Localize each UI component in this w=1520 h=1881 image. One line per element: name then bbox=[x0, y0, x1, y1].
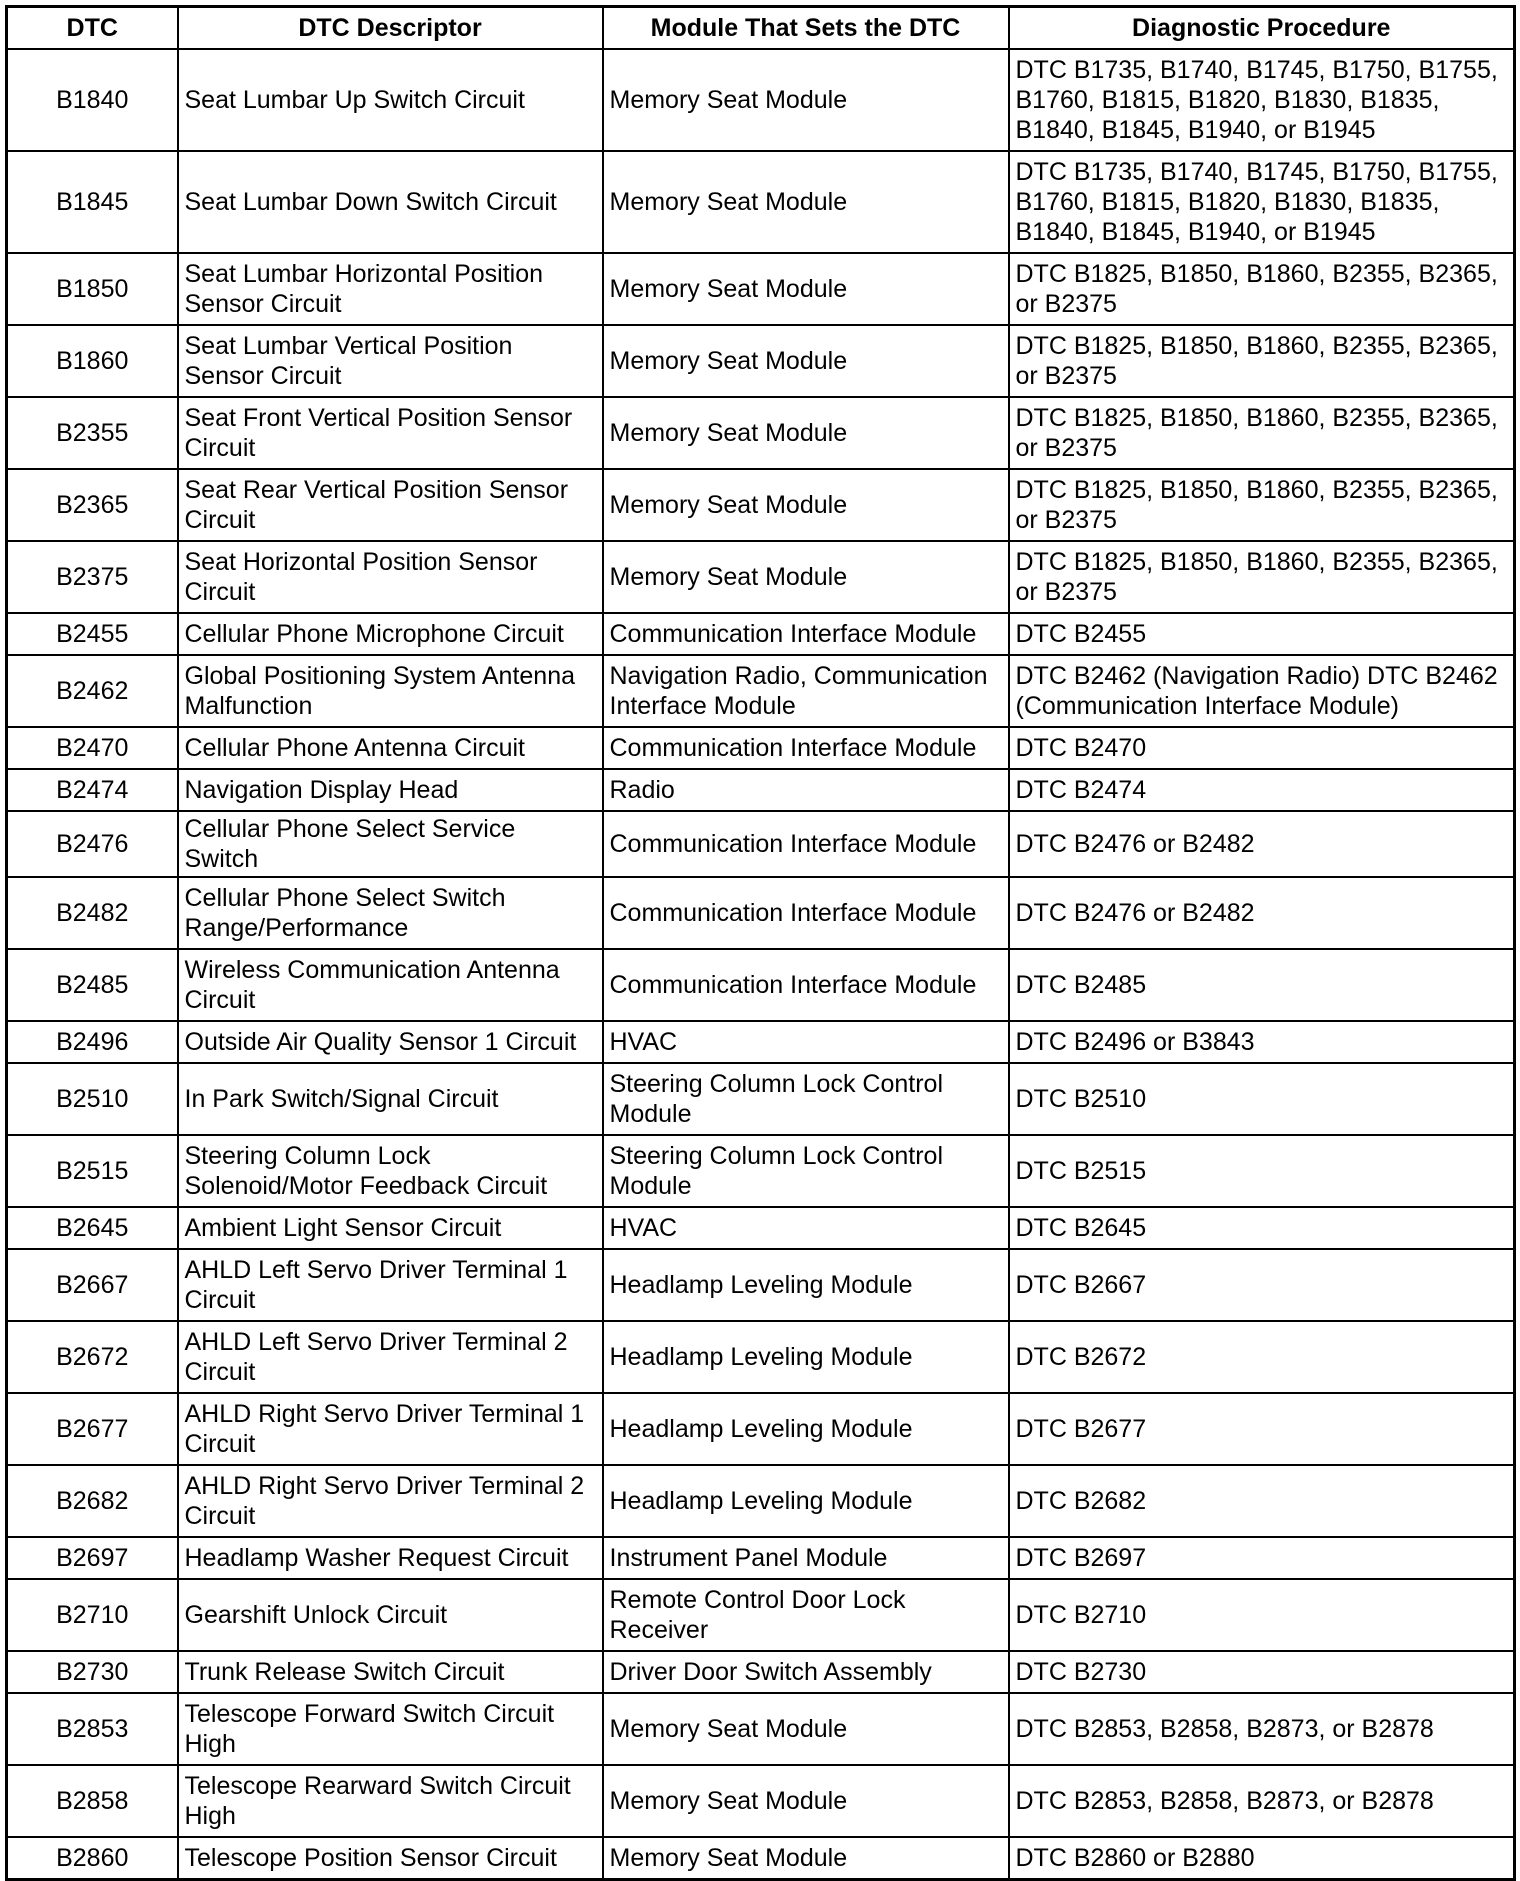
procedure-cell: DTC B2710 bbox=[1009, 1579, 1515, 1651]
descriptor-cell: Seat Front Vertical Position Sensor Circuit bbox=[178, 397, 603, 469]
module-cell: Memory Seat Module bbox=[603, 49, 1009, 151]
procedure-cell: DTC B2496 or B3843 bbox=[1009, 1021, 1515, 1063]
dtc-cell: B2365 bbox=[7, 469, 178, 541]
table-row bbox=[7, 1537, 1515, 1579]
module-cell: Memory Seat Module bbox=[603, 151, 1009, 253]
descriptor-cell: Seat Rear Vertical Position Sensor Circuit bbox=[178, 469, 603, 541]
table-row bbox=[7, 541, 1515, 613]
dtc-cell: B2682 bbox=[7, 1465, 178, 1537]
table-row bbox=[7, 253, 1515, 325]
procedure-cell: DTC B2462 (Navigation Radio) DTC B2462 (Communication Interface Module) bbox=[1009, 655, 1515, 727]
procedure-cell: DTC B2455 bbox=[1009, 613, 1515, 655]
dtc-cell: B2710 bbox=[7, 1579, 178, 1651]
procedure-cell: DTC B2853, B2858, B2873, or B2878 bbox=[1009, 1765, 1515, 1837]
table-row bbox=[7, 877, 1515, 949]
module-cell: Communication Interface Module bbox=[603, 877, 1009, 949]
procedure-cell: DTC B2645 bbox=[1009, 1207, 1515, 1249]
descriptor-cell: Seat Lumbar Down Switch Circuit bbox=[178, 151, 603, 253]
module-cell: Memory Seat Module bbox=[603, 469, 1009, 541]
table-row bbox=[7, 1765, 1515, 1837]
dtc-cell: B2462 bbox=[7, 655, 178, 727]
module-cell: Headlamp Leveling Module bbox=[603, 1321, 1009, 1393]
table-header bbox=[7, 7, 1515, 50]
procedure-cell: DTC B2853, B2858, B2873, or B2878 bbox=[1009, 1693, 1515, 1765]
module-cell: Driver Door Switch Assembly bbox=[603, 1651, 1009, 1693]
module-cell: Memory Seat Module bbox=[603, 541, 1009, 613]
module-cell: Memory Seat Module bbox=[603, 397, 1009, 469]
procedure-cell: DTC B2470 bbox=[1009, 727, 1515, 769]
descriptor-cell: Cellular Phone Select Service Switch bbox=[178, 811, 603, 877]
dtc-cell: B2470 bbox=[7, 727, 178, 769]
table-row bbox=[7, 325, 1515, 397]
module-cell: HVAC bbox=[603, 1207, 1009, 1249]
descriptor-cell: Global Positioning System Antenna Malfunction bbox=[178, 655, 603, 727]
procedure-cell: DTC B2667 bbox=[1009, 1249, 1515, 1321]
descriptor-cell: Cellular Phone Microphone Circuit bbox=[178, 613, 603, 655]
dtc-cell: B2375 bbox=[7, 541, 178, 613]
dtc-cell: B2672 bbox=[7, 1321, 178, 1393]
module-cell: Memory Seat Module bbox=[603, 325, 1009, 397]
dtc-cell: B2730 bbox=[7, 1651, 178, 1693]
module-cell: Radio bbox=[603, 769, 1009, 811]
dtc-cell: B2860 bbox=[7, 1837, 178, 1879]
dtc-cell: B1840 bbox=[7, 49, 178, 151]
procedure-cell: DTC B2697 bbox=[1009, 1537, 1515, 1579]
module-cell: Remote Control Door Lock Receiver bbox=[603, 1579, 1009, 1651]
table-row bbox=[7, 1063, 1515, 1135]
module-cell: Headlamp Leveling Module bbox=[603, 1465, 1009, 1537]
descriptor-cell: AHLD Left Servo Driver Terminal 2 Circuit bbox=[178, 1321, 603, 1393]
descriptor-cell: Cellular Phone Select Switch Range/Performance bbox=[178, 877, 603, 949]
dtc-cell: B2476 bbox=[7, 811, 178, 877]
procedure-cell: DTC B2682 bbox=[1009, 1465, 1515, 1537]
module-cell: Instrument Panel Module bbox=[603, 1537, 1009, 1579]
table-row bbox=[7, 1579, 1515, 1651]
procedure-cell: DTC B2860 or B2880 bbox=[1009, 1837, 1515, 1879]
module-cell: Memory Seat Module bbox=[603, 253, 1009, 325]
procedure-cell: DTC B1825, B1850, B1860, B2355, B2365, or B2375 bbox=[1009, 469, 1515, 541]
module-cell: Steering Column Lock Control Module bbox=[603, 1135, 1009, 1207]
table-row bbox=[7, 151, 1515, 253]
module-cell: Navigation Radio, Communication Interface Module bbox=[603, 655, 1009, 727]
table-row bbox=[7, 613, 1515, 655]
dtc-cell: B2482 bbox=[7, 877, 178, 949]
table-row bbox=[7, 1693, 1515, 1765]
module-cell: Memory Seat Module bbox=[603, 1765, 1009, 1837]
procedure-cell: DTC B2672 bbox=[1009, 1321, 1515, 1393]
dtc-cell: B2645 bbox=[7, 1207, 178, 1249]
procedure-cell: DTC B1735, B1740, B1745, B1750, B1755, B1760, B1815, B1820, B1830, B1835, B1840, B1845, B1940, or B1945 bbox=[1009, 151, 1515, 253]
table-row bbox=[7, 49, 1515, 151]
dtc-table-container bbox=[5, 5, 1513, 1881]
header-dtc-descriptor: DTC Descriptor bbox=[178, 7, 603, 50]
descriptor-cell: Trunk Release Switch Circuit bbox=[178, 1651, 603, 1693]
procedure-cell: DTC B2515 bbox=[1009, 1135, 1515, 1207]
table-row bbox=[7, 397, 1515, 469]
descriptor-cell: AHLD Left Servo Driver Terminal 1 Circuit bbox=[178, 1249, 603, 1321]
header-row bbox=[7, 7, 1515, 50]
table-row bbox=[7, 1021, 1515, 1063]
descriptor-cell: Seat Lumbar Up Switch Circuit bbox=[178, 49, 603, 151]
dtc-cell: B2515 bbox=[7, 1135, 178, 1207]
dtc-cell: B2853 bbox=[7, 1693, 178, 1765]
descriptor-cell: Ambient Light Sensor Circuit bbox=[178, 1207, 603, 1249]
table-row bbox=[7, 469, 1515, 541]
descriptor-cell: Telescope Forward Switch Circuit High bbox=[178, 1693, 603, 1765]
dtc-cell: B2667 bbox=[7, 1249, 178, 1321]
descriptor-cell: Telescope Rearward Switch Circuit High bbox=[178, 1765, 603, 1837]
table-row bbox=[7, 1465, 1515, 1537]
procedure-cell: DTC B2485 bbox=[1009, 949, 1515, 1021]
module-cell: Headlamp Leveling Module bbox=[603, 1393, 1009, 1465]
dtc-cell: B2697 bbox=[7, 1537, 178, 1579]
table-row bbox=[7, 1207, 1515, 1249]
table-row bbox=[7, 1837, 1515, 1879]
procedure-cell: DTC B1825, B1850, B1860, B2355, B2365, or B2375 bbox=[1009, 325, 1515, 397]
module-cell: Communication Interface Module bbox=[603, 613, 1009, 655]
descriptor-cell: Outside Air Quality Sensor 1 Circuit bbox=[178, 1021, 603, 1063]
dtc-cell: B1845 bbox=[7, 151, 178, 253]
descriptor-cell: In Park Switch/Signal Circuit bbox=[178, 1063, 603, 1135]
table-row bbox=[7, 655, 1515, 727]
table-row bbox=[7, 1393, 1515, 1465]
dtc-cell: B2510 bbox=[7, 1063, 178, 1135]
module-cell: Steering Column Lock Control Module bbox=[603, 1063, 1009, 1135]
dtc-cell: B1850 bbox=[7, 253, 178, 325]
descriptor-cell: Navigation Display Head bbox=[178, 769, 603, 811]
module-cell: Headlamp Leveling Module bbox=[603, 1249, 1009, 1321]
procedure-cell: DTC B1825, B1850, B1860, B2355, B2365, or B2375 bbox=[1009, 541, 1515, 613]
procedure-cell: DTC B1825, B1850, B1860, B2355, B2365, or B2375 bbox=[1009, 253, 1515, 325]
table-body bbox=[7, 49, 1515, 1879]
descriptor-cell: Seat Lumbar Horizontal Position Sensor Circuit bbox=[178, 253, 603, 325]
header-dtc: DTC bbox=[7, 7, 178, 50]
descriptor-cell: Cellular Phone Antenna Circuit bbox=[178, 727, 603, 769]
dtc-cell: B2485 bbox=[7, 949, 178, 1021]
header-diagnostic-procedure: Diagnostic Procedure bbox=[1009, 7, 1515, 50]
table-row bbox=[7, 811, 1515, 877]
procedure-cell: DTC B1735, B1740, B1745, B1750, B1755, B1760, B1815, B1820, B1830, B1835, B1840, B1845, B1940, or B1945 bbox=[1009, 49, 1515, 151]
dtc-cell: B2858 bbox=[7, 1765, 178, 1837]
module-cell: Memory Seat Module bbox=[603, 1837, 1009, 1879]
header-module: Module That Sets the DTC bbox=[603, 7, 1009, 50]
procedure-cell: DTC B2677 bbox=[1009, 1393, 1515, 1465]
dtc-cell: B2496 bbox=[7, 1021, 178, 1063]
procedure-cell: DTC B2476 or B2482 bbox=[1009, 811, 1515, 877]
dtc-cell: B2677 bbox=[7, 1393, 178, 1465]
procedure-cell: DTC B1825, B1850, B1860, B2355, B2365, or B2375 bbox=[1009, 397, 1515, 469]
table-row bbox=[7, 1249, 1515, 1321]
descriptor-cell: AHLD Right Servo Driver Terminal 1 Circuit bbox=[178, 1393, 603, 1465]
procedure-cell: DTC B2510 bbox=[1009, 1063, 1515, 1135]
dtc-cell: B2355 bbox=[7, 397, 178, 469]
descriptor-cell: Wireless Communication Antenna Circuit bbox=[178, 949, 603, 1021]
module-cell: Communication Interface Module bbox=[603, 949, 1009, 1021]
descriptor-cell: Telescope Position Sensor Circuit bbox=[178, 1837, 603, 1879]
table-row bbox=[7, 1135, 1515, 1207]
table-row bbox=[7, 1651, 1515, 1693]
table-row bbox=[7, 1321, 1515, 1393]
procedure-cell: DTC B2730 bbox=[1009, 1651, 1515, 1693]
dtc-cell: B1860 bbox=[7, 325, 178, 397]
descriptor-cell: Steering Column Lock Solenoid/Motor Feedback Circuit bbox=[178, 1135, 603, 1207]
procedure-cell: DTC B2474 bbox=[1009, 769, 1515, 811]
descriptor-cell: Seat Lumbar Vertical Position Sensor Circuit bbox=[178, 325, 603, 397]
table-row bbox=[7, 949, 1515, 1021]
module-cell: Memory Seat Module bbox=[603, 1693, 1009, 1765]
dtc-table bbox=[5, 5, 1516, 1881]
procedure-cell: DTC B2476 or B2482 bbox=[1009, 877, 1515, 949]
table-row bbox=[7, 769, 1515, 811]
dtc-cell: B2474 bbox=[7, 769, 178, 811]
descriptor-cell: Headlamp Washer Request Circuit bbox=[178, 1537, 603, 1579]
module-cell: Communication Interface Module bbox=[603, 811, 1009, 877]
table-row bbox=[7, 727, 1515, 769]
dtc-cell: B2455 bbox=[7, 613, 178, 655]
descriptor-cell: AHLD Right Servo Driver Terminal 2 Circuit bbox=[178, 1465, 603, 1537]
descriptor-cell: Gearshift Unlock Circuit bbox=[178, 1579, 603, 1651]
module-cell: HVAC bbox=[603, 1021, 1009, 1063]
module-cell: Communication Interface Module bbox=[603, 727, 1009, 769]
descriptor-cell: Seat Horizontal Position Sensor Circuit bbox=[178, 541, 603, 613]
